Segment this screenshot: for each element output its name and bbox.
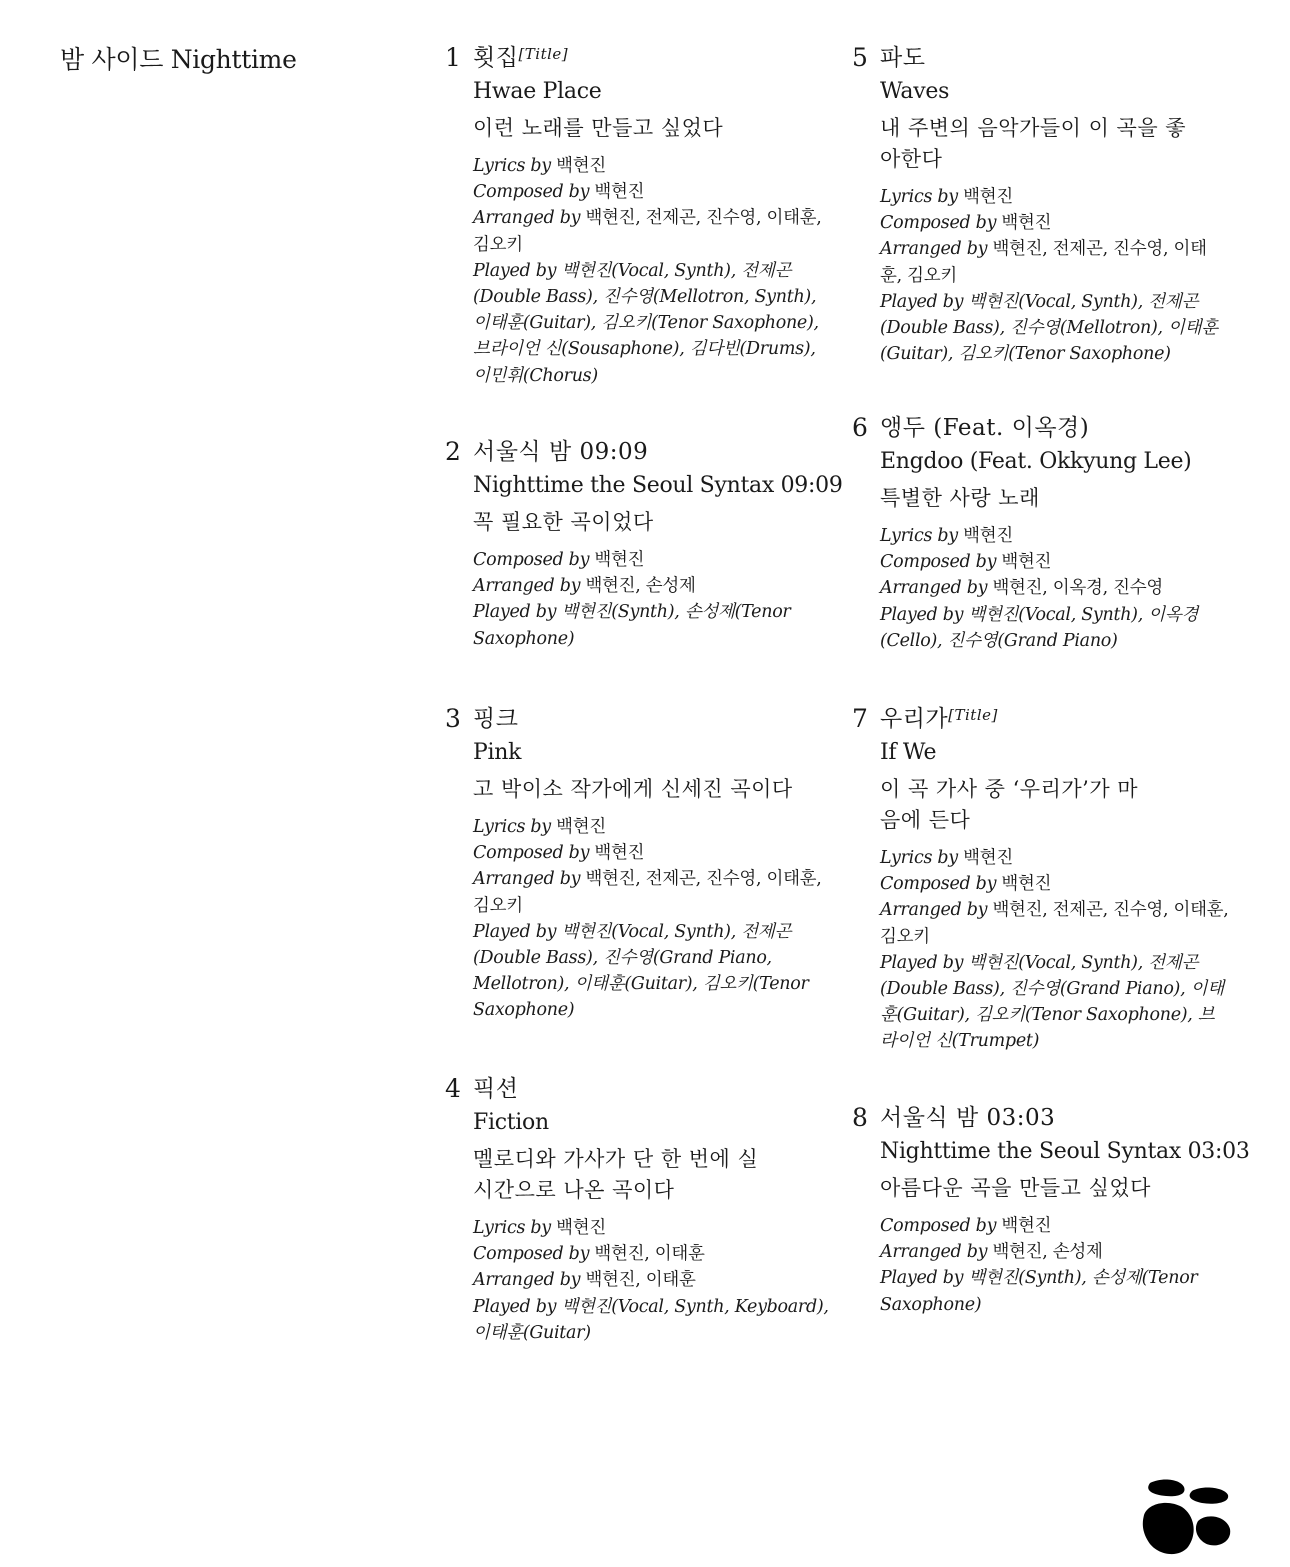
track-credits: [473, 814, 823, 1024]
track-credits: [473, 547, 803, 652]
track-5: [852, 41, 1260, 367]
arranged-credit: Arranged by 백현진, 전제곤, 진수영, 이태훈, 김오키: [880, 900, 1229, 947]
played-credit: Played by 백현진(Synth), 손성제(Tenor Saxophone): [473, 602, 791, 649]
track-8: [852, 1101, 1260, 1318]
track-credits: [473, 1215, 833, 1346]
track-credits: [880, 1213, 1210, 1318]
track-6: [852, 411, 1260, 654]
side-title: 밤 사이드 Nighttime: [60, 45, 297, 74]
track-description: 멜로디와 가사가 단 한 번에 실시간으로 나온 곡이다: [473, 1147, 759, 1202]
track-3: [445, 702, 853, 1024]
arranged-credit: Arranged by 백현진, 이태훈: [473, 1270, 696, 1291]
track-description: 이런 노래를 만들고 싶었다: [473, 116, 724, 140]
lyrics-credit: Lyrics by 백현진: [880, 187, 1013, 207]
track-title-kr: 핑크: [473, 706, 519, 732]
track-number: 4: [445, 1074, 461, 1103]
track-description: 고 박이소 작가에게 신세진 곡이다: [473, 777, 793, 801]
title-tag: [Title]: [518, 45, 569, 63]
track-number: 6: [852, 413, 868, 442]
played-credit: Played by 백현진(Vocal, Synth), 전제곤(Double Bass), 진수영(Grand Piano), 이태훈(Guitar), 김오키(Tenor Saxophone), 브라이언 신(Trumpet): [880, 952, 1224, 1052]
track-title-en: Waves: [880, 79, 950, 104]
track-credits: [473, 153, 823, 389]
played-credit: Played by 백현진(Vocal, Synth), 전제곤(Double Bass), 진수영(Mellotron, Synth), 이태훈(Guitar), 김오키(Tenor Saxophone), 브라이언 신(Sousaphone), 김다빈(Drums), 이민휘(Chorus): [473, 260, 819, 386]
track-number: 7: [852, 704, 868, 733]
track-description: 아름다운 곡을 만들고 싶었다: [880, 1176, 1151, 1200]
track-description: 내 주변의 음악가들이 이 곡을 좋아한다: [880, 116, 1187, 171]
track-title-kr: 서울식 밤 03:03: [880, 1105, 1056, 1131]
composed-credit: Composed by 백현진: [473, 843, 645, 864]
lyrics-credit: Lyrics by 백현진: [473, 817, 606, 837]
track-title-kr: 앵두 (Feat. 이옥경): [880, 415, 1090, 441]
lyrics-credit: Lyrics by 백현진: [473, 156, 606, 176]
track-1: [445, 41, 853, 389]
composed-credit: Composed by 백현진: [473, 182, 645, 203]
track-number: 2: [445, 437, 461, 466]
composed-credit: Composed by 백현진: [880, 552, 1052, 573]
track-title-en: Pink: [473, 740, 522, 765]
composed-credit: Composed by 백현진: [880, 1216, 1052, 1236]
title-tag: [Title]: [948, 706, 998, 724]
composed-credit: Composed by 백현진: [473, 550, 645, 570]
arranged-credit: Arranged by 백현진, 전제곤, 진수영, 이태훈, 김오키: [473, 869, 822, 916]
lyrics-credit: Lyrics by 백현진: [880, 526, 1013, 546]
track-credits: [880, 523, 1225, 654]
track-title-kr: 횟집[Title]: [473, 45, 569, 71]
track-description: 꼭 필요한 곡이었다: [473, 510, 654, 534]
played-credit: Played by 백현진(Vocal, Synth), 전제곤(Double Bass), 진수영(Grand Piano, Mellotron), 이태훈(Guitar), 김오키(Tenor Saxophone): [473, 921, 809, 1021]
track-title-kr: 파도: [880, 45, 926, 71]
track-number: 1: [445, 43, 461, 72]
composed-credit: Composed by 백현진: [880, 213, 1052, 234]
arranged-credit: Arranged by 백현진, 손성제: [880, 1242, 1103, 1263]
track-2: [445, 435, 853, 652]
track-title-kr: 픽션: [473, 1076, 519, 1102]
track-number: 3: [445, 704, 461, 733]
lyrics-credit: Lyrics by 백현진: [473, 1218, 606, 1238]
composed-credit: Composed by 백현진: [880, 874, 1052, 895]
lyrics-credit: Lyrics by 백현진: [880, 848, 1013, 868]
track-title-kr: 서울식 밤 09:09: [473, 439, 649, 465]
played-credit: Played by 백현진(Vocal, Synth), 전제곤(Double Bass), 진수영(Mellotron), 이태훈(Guitar), 김오키(Tenor Saxophone): [880, 291, 1218, 365]
track-credits: [880, 184, 1225, 367]
composed-credit: Composed by 백현진, 이태훈: [473, 1244, 705, 1265]
track-4: [445, 1072, 853, 1346]
track-title-en: Nighttime the Seoul Syntax 09:09: [473, 473, 843, 498]
played-credit: Played by 백현진(Synth), 손성제(Tenor Saxophone): [880, 1268, 1198, 1315]
arranged-credit: Arranged by 백현진, 손성제: [473, 576, 696, 597]
black-blob-logo-icon: [1140, 1475, 1232, 1561]
track-7: [852, 702, 1260, 1055]
track-number: 8: [852, 1103, 868, 1132]
track-title-en: Engdoo (Feat. Okkyung Lee): [880, 449, 1192, 474]
track-number: 5: [852, 43, 868, 72]
track-credits: [880, 845, 1230, 1055]
arranged-credit: Arranged by 백현진, 전제곤, 진수영, 이태훈, 김오키: [473, 208, 822, 255]
track-description: 특별한 사랑 노래: [880, 486, 1040, 510]
track-description: 이 곡 가사 중 ‘우리가’가 마음에 든다: [880, 777, 1139, 832]
track-title-en: If We: [880, 740, 937, 765]
played-credit: Played by 백현진(Vocal, Synth, Keyboard), 이태훈(Guitar): [473, 1296, 829, 1343]
track-title-en: Hwae Place: [473, 79, 602, 104]
arranged-credit: Arranged by 백현진, 이옥경, 진수영: [880, 578, 1163, 599]
track-title-en: Nighttime the Seoul Syntax 03:03: [880, 1139, 1250, 1164]
track-title-kr: 우리가[Title]: [880, 706, 998, 732]
track-title-en: Fiction: [473, 1110, 549, 1135]
arranged-credit: Arranged by 백현진, 전제곤, 진수영, 이태훈, 김오키: [880, 239, 1207, 286]
played-credit: Played by 백현진(Vocal, Synth), 이옥경(Cello), 진수영(Grand Piano): [880, 604, 1199, 651]
